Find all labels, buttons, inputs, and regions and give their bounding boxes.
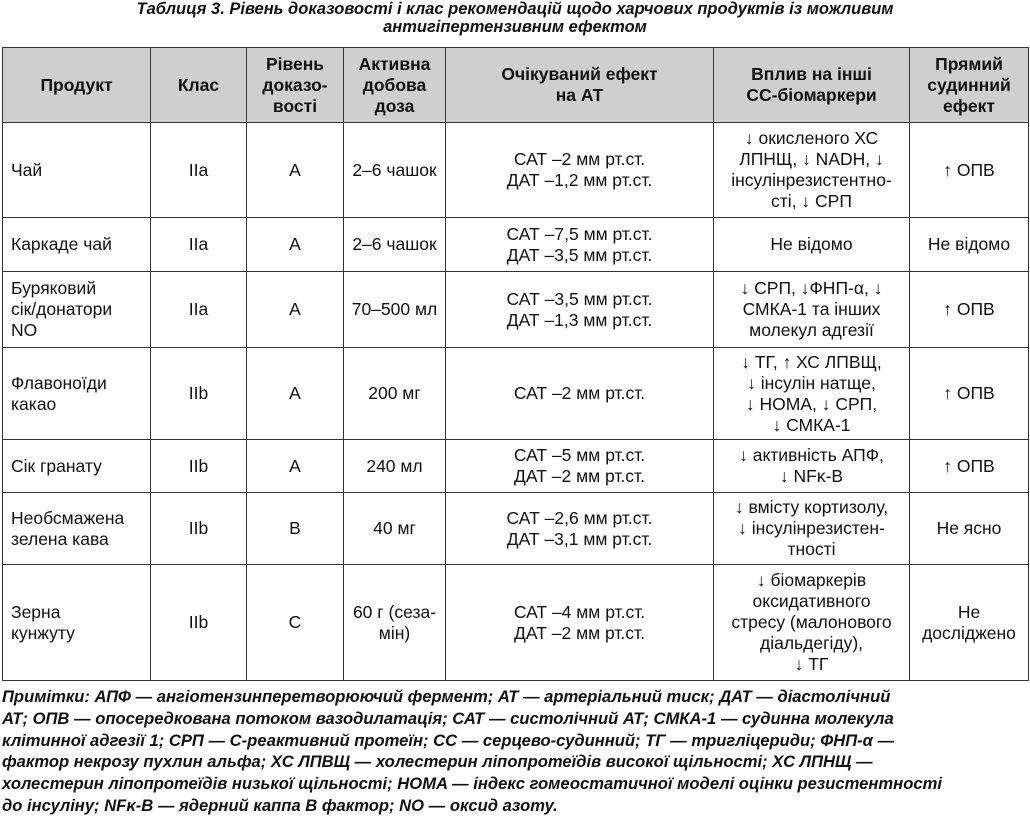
cell-biomarkers: ↓ активність АПФ, ↓ NFκ-B xyxy=(714,440,910,493)
cell-vascular: ↑ ОПВ xyxy=(910,348,1029,440)
cell-evidence: B xyxy=(247,493,344,565)
cell-class: IIb xyxy=(151,565,247,681)
header-product: Продукт xyxy=(3,48,151,123)
cell-class: IIb xyxy=(151,493,247,565)
cell-dose: 60 г (сеза- мін) xyxy=(344,565,446,681)
cell-evidence: C xyxy=(247,565,344,681)
cell-class: IIa xyxy=(151,272,247,348)
table-row xyxy=(3,565,1029,681)
cell-evidence: A xyxy=(247,348,344,440)
cell-biomarkers: ↓ ТГ, ↑ ХС ЛПВЩ, ↓ інсулін натще, ↓ HOMA, ↓ СРП, ↓ СМКА-1 xyxy=(714,348,910,440)
header-biomarkers: Вплив на інші СС-біомаркери xyxy=(714,48,910,123)
cell-product: Необсмажена зелена кава xyxy=(3,493,151,565)
header-vascular: Прямий судинний ефект xyxy=(910,48,1029,123)
table-notes xyxy=(2,686,1028,817)
caption-line: антигіпертензивним ефектом xyxy=(383,18,647,36)
table-row xyxy=(3,272,1029,348)
cell-dose: 200 мг xyxy=(344,348,446,440)
header-row xyxy=(3,48,1029,123)
table-row xyxy=(3,440,1029,493)
cell-product: Каркаде чай xyxy=(3,218,151,272)
cell-dose: 70–500 мл xyxy=(344,272,446,348)
note-line: АТ; ОПВ — опосередкована потоком вазодилатація; САТ — систолічний АТ; СМКА-1 — судинна молекула xyxy=(2,708,894,728)
cell-biomarkers: ↓ СРП, ↓ФНП-α, ↓ СМКА-1 та інших молекул адгезії xyxy=(714,272,910,348)
caption-line: Таблиця 3. Рівень доказовості і клас рекомендацій щодо харчових продуктів із можливим xyxy=(136,0,894,18)
table-row xyxy=(3,123,1029,218)
cell-dose: 240 мл xyxy=(344,440,446,493)
cell-effect: САТ –4 мм рт.ст. ДАТ –2 мм рт.ст. xyxy=(446,565,714,681)
header-dose: Активна добова доза xyxy=(344,48,446,123)
cell-class: IIa xyxy=(151,123,247,218)
cell-biomarkers: Не відомо xyxy=(714,218,910,272)
table-row xyxy=(3,348,1029,440)
cell-class: IIb xyxy=(151,440,247,493)
cell-effect: САТ –2,6 мм рт.ст. ДАТ –3,1 мм рт.ст. xyxy=(446,493,714,565)
cell-product: Буряковий сік/донатори NO xyxy=(3,272,151,348)
table-row xyxy=(3,218,1029,272)
cell-vascular: Не відомо xyxy=(910,218,1029,272)
cell-effect: САТ –3,5 мм рт.ст. ДАТ –1,3 мм рт.ст. xyxy=(446,272,714,348)
recommendations-table xyxy=(2,47,1029,681)
cell-effect: САТ –5 мм рт.ст. ДАТ –2 мм рт.ст. xyxy=(446,440,714,493)
cell-evidence: A xyxy=(247,440,344,493)
note-line: Примітки: АПФ — ангіотензинперетворюючий фермент; АТ — артеріальний тиск; ДАТ — діастолічний xyxy=(2,687,891,706)
cell-effect: САТ –2 мм рт.ст. ДАТ –1,2 мм рт.ст. xyxy=(446,123,714,218)
cell-effect: САТ –7,5 мм рт.ст. ДАТ –3,5 мм рт.ст. xyxy=(446,218,714,272)
cell-dose: 2–6 чашок xyxy=(344,123,446,218)
cell-vascular: Не досліджено xyxy=(910,565,1029,681)
cell-biomarkers: ↓ біомаркерів оксидативного стресу (малонового діальдегіду), ↓ ТГ xyxy=(714,565,910,681)
note-line: до інсуліну; NFκ-B — ядерний каппа B фактор; NO — оксид азоту. xyxy=(2,795,558,815)
cell-class: IIb xyxy=(151,348,247,440)
cell-biomarkers: ↓ окисленого ХС ЛПНЩ, ↓ NADH, ↓ інсулінрезистентно- сті, ↓ СРП xyxy=(714,123,910,218)
table-caption xyxy=(0,0,1030,36)
cell-product: Сік гранату xyxy=(3,440,151,493)
cell-dose: 40 мг xyxy=(344,493,446,565)
header-evidence: Рівень доказо- вості xyxy=(247,48,344,123)
header-class: Клас xyxy=(151,48,247,123)
cell-product: Зерна кунжуту xyxy=(3,565,151,681)
cell-product: Чай xyxy=(3,123,151,218)
cell-effect: САТ –2 мм рт.ст. xyxy=(446,348,714,440)
cell-product: Флавоноїди какао xyxy=(3,348,151,440)
cell-biomarkers: ↓ вмісту кортизолу, ↓ інсулінрезистен- тності xyxy=(714,493,910,565)
cell-vascular: ↑ ОПВ xyxy=(910,123,1029,218)
cell-vascular: Не ясно xyxy=(910,493,1029,565)
cell-class: IIa xyxy=(151,218,247,272)
header-effect: Очікуваний ефект на АТ xyxy=(446,48,714,123)
cell-vascular: ↑ ОПВ xyxy=(910,440,1029,493)
note-line: фактор некрозу пухлин альфа; ХС ЛПВЩ — холестерин ліпопротеїдів високої щільності; ХС ЛПНЩ — xyxy=(2,752,873,772)
note-line: холестерин ліпопротеїдів низької щільності; HOMA — індекс гомеостатичної моделі оцінки резистентності xyxy=(2,774,942,794)
cell-evidence: A xyxy=(247,272,344,348)
note-line: клітинної адгезії 1; СРП — С-реактивний протеїн; СС — серцево-судинний; ТГ — тригліцериди; ФНП-α — xyxy=(2,730,895,750)
cell-evidence: A xyxy=(247,218,344,272)
cell-evidence: A xyxy=(247,123,344,218)
cell-vascular: ↑ ОПВ xyxy=(910,272,1029,348)
cell-dose: 2–6 чашок xyxy=(344,218,446,272)
table-row xyxy=(3,493,1029,565)
